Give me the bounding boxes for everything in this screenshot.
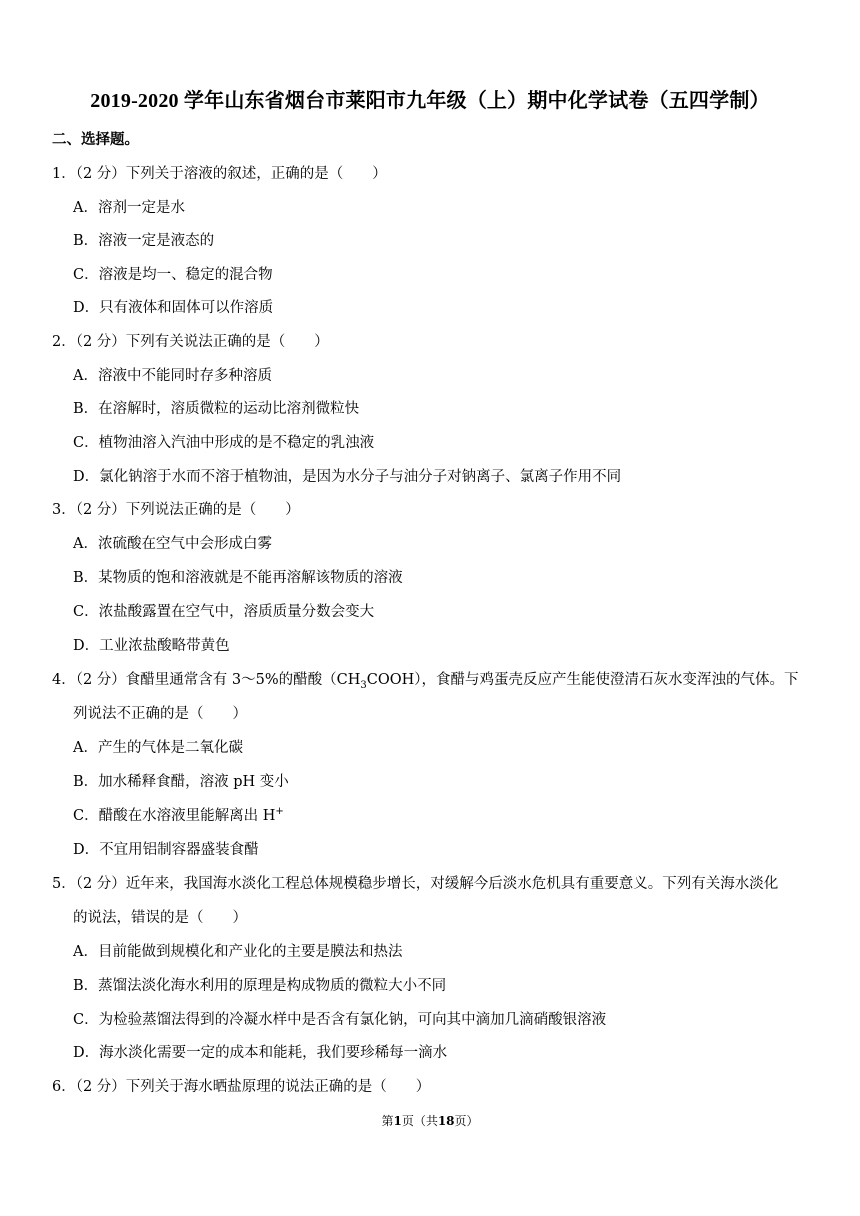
question-5-option-b: B．蒸馏法淡化海水利用的原理是构成物质的微粒大小不同 — [73, 978, 447, 994]
question-5-option-c: C．为检验蒸馏法得到的冷凝水样中是否含有氯化钠，可向其中滴加几滴硝酸银溶液 — [73, 1012, 607, 1028]
question-4-stem-continuation: 列说法不正确的是（ ） — [73, 706, 247, 722]
question-2-option-b: B．在溶解时，溶质微粒的运动比溶剂微粒快 — [73, 401, 360, 417]
question-5-option-d: D．海水淡化需要一定的成本和能耗，我们要珍稀每一滴水 — [73, 1045, 448, 1061]
question-4-option-b: B．加水稀释食醋，溶液 pH 变小 — [73, 774, 289, 790]
question-4-stem-part2: COOH），食醋与鸡蛋壳反应产生能使澄清石灰水变浑浊的气体。下 — [366, 672, 799, 688]
footer-page-number: 1 — [393, 1114, 402, 1128]
page-footer — [0, 1113, 860, 1129]
question-3-option-a: A．浓硫酸在空气中会形成白雾 — [73, 536, 272, 552]
question-4-option-c-text: C．醋酸在水溶液里能解离出 H — [73, 808, 276, 824]
question-2-option-a: A．溶液中不能同时存多种溶质 — [73, 368, 272, 384]
question-1-option-a: A．溶剂一定是水 — [73, 200, 185, 216]
question-4-option-d: D．不宜用铝制容器盛装食醋 — [73, 842, 259, 858]
footer-suffix: 页） — [454, 1114, 479, 1128]
question-4-stem — [52, 670, 799, 690]
footer-middle: 页（共 — [401, 1114, 438, 1128]
question-2-stem: 2．（2 分）下列有关说法正确的是（ ） — [52, 334, 329, 350]
question-4-stem-part1: 4．（2 分）食醋里通常含有 3～5%的醋酸（CH — [52, 672, 361, 688]
question-3-option-b: B．某物质的饱和溶液就是不能再溶解该物质的溶液 — [73, 570, 403, 586]
question-4-option-a: A．产生的气体是二氧化碳 — [73, 740, 243, 756]
question-4-option-c — [73, 806, 284, 826]
question-2-option-d: D．氯化钠溶于水而不溶于植物油，是因为水分子与油分子对钠离子、氯离子作用不同 — [73, 469, 622, 485]
question-5-stem: 5．（2 分）近年来，我国海水淡化工程总体规模稳步增长，对缓解今后淡水危机具有重要意义。下列有关海水淡化 — [52, 876, 779, 892]
question-1-option-b: B．溶液一定是液态的 — [73, 233, 215, 249]
question-6-stem: 6．（2 分）下列关于海水晒盐原理的说法正确的是（ ） — [52, 1079, 431, 1095]
question-5-stem-continuation: 的说法，错误的是（ ） — [73, 910, 247, 926]
formula-subscript: 3 — [360, 679, 367, 691]
exam-title: 2019-2020 学年山东省烟台市莱阳市九年级（上）期中化学试卷（五四学制） — [90, 90, 770, 112]
question-5-option-a: A．目前能做到规模化和产业化的主要是膜法和热法 — [73, 944, 403, 960]
question-1-option-c: C．溶液是均一、稳定的混合物 — [73, 267, 273, 283]
question-3-option-c: C．浓盐酸露置在空气中，溶质质量分数会变大 — [73, 604, 375, 620]
section-heading: 二、选择题。 — [52, 131, 139, 148]
question-3-option-d: D．工业浓盐酸略带黄色 — [73, 638, 230, 654]
ion-charge-superscript: + — [275, 806, 284, 818]
question-1-stem: 1．（2 分）下列关于溶液的叙述，正确的是（ ） — [52, 166, 387, 182]
question-2-option-c: C．植物油溶入汽油中形成的是不稳定的乳浊液 — [73, 435, 375, 451]
footer-prefix: 第 — [381, 1114, 394, 1128]
footer-total-pages: 18 — [437, 1114, 455, 1128]
question-3-stem: 3．（2 分）下列说法正确的是（ ） — [52, 502, 300, 518]
question-1-option-d: D．只有液体和固体可以作溶质 — [73, 300, 274, 316]
